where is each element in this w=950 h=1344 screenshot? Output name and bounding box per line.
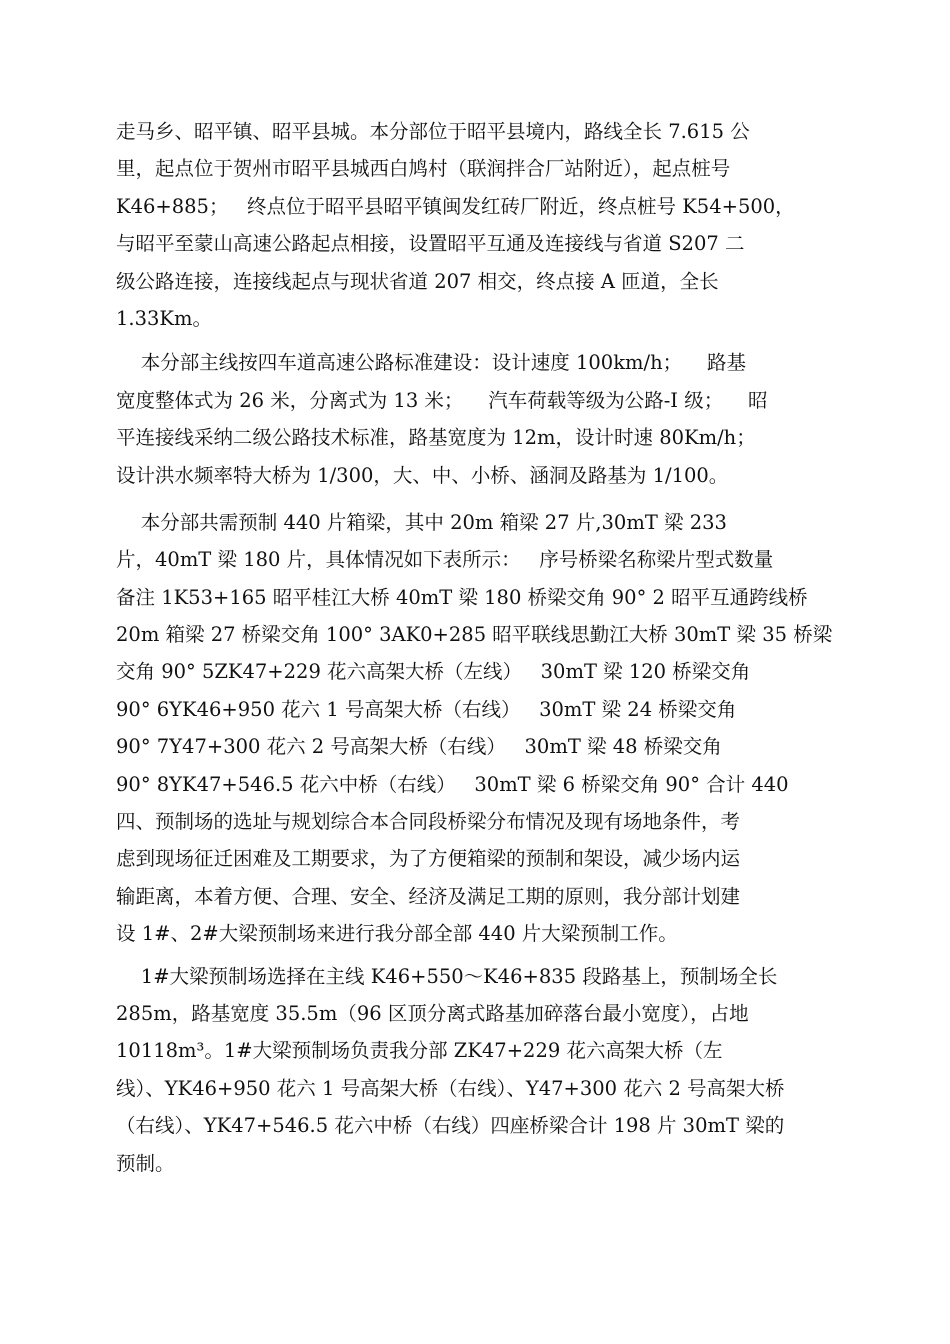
text-line: 四、预制场的选址与规划综合本合同段桥梁分布情况及现有场地条件，考: [116, 810, 741, 834]
text-line: 交角 90° 5ZK47+229 花六高架大桥（左线） 30mT 梁 120 桥梁交角: [116, 660, 751, 684]
text-line: 1.33Km。: [116, 306, 212, 330]
text-line: 与昭平至蒙山高速公路起点相接，设置昭平互通及连接线与省道 S207 二: [116, 232, 745, 256]
text-line: 90° 8YK47+546.5 花六中桥（右线） 30mT 梁 6 桥梁交角 90° 合计 440: [116, 772, 789, 796]
text-line: 20m 箱梁 27 桥梁交角 100° 3AK0+285 昭平联线思勤江大桥 30mT 梁 35 桥梁: [116, 623, 833, 647]
text-line: 本分部共需预制 440 片箱梁，其中 20m 箱梁 27 片,30mT 梁 233: [116, 510, 727, 534]
text-line: 平连接线采纳二级公路技术标准，路基宽度为 12m，设计时速 80Km/h；: [116, 426, 756, 450]
text-line: 里，起点位于贺州市昭平县城西白鸠村（联润拌合厂站附近），起点桩号: [116, 157, 731, 181]
text-line: 线）、YK46+950 花六 1 号高架大桥（右线）、Y47+300 花六 2 号高架大桥: [116, 1076, 785, 1100]
text-line: 宽度整体式为 26 米，分离式为 13 米； 汽车荷载等级为公路-I 级； 昭: [116, 388, 768, 412]
paragraph-precast-yard: [116, 958, 832, 1182]
text-line: 级公路连接，连接线起点与现状省道 207 相交，终点接 A 匝道，全长: [116, 269, 719, 293]
text-line: 走马乡、昭平镇、昭平县城。本分部位于昭平县境内，路线全长 7.615 公: [116, 120, 750, 143]
paragraph-route-overview: [116, 113, 832, 337]
text-line: 设计洪水频率特大桥为 1/300，大、中、小桥、涵洞及路基为 1/100。: [116, 463, 729, 487]
text-line: 设 1#、2#大梁预制场来进行我分部全部 440 片大梁预制工作。: [116, 922, 678, 946]
text-line: 1#大梁预制场选择在主线 K46+550～K46+835 段路基上，预制场全长: [116, 964, 778, 988]
text-line: K46+885； 终点位于昭平县昭平镇闽发红砖厂附近，终点桩号 K54+500，: [116, 194, 795, 218]
paragraph-beam-schedule: [116, 504, 832, 953]
text-line: 本分部主线按四车道高速公路标准建设：设计速度 100km/h； 路基: [116, 351, 746, 375]
text-line: （右线）、YK47+546.5 花六中桥（右线）四座桥梁合计 198 片 30mT 梁的: [116, 1114, 785, 1138]
text-line: 285m，路基宽度 35.5m（96 区顶分离式路基加碎落台最小宽度），占地: [116, 1001, 749, 1025]
text-line: 90° 7Y47+300 花六 2 号高架大桥（右线） 30mT 梁 48 桥梁交角: [116, 735, 722, 759]
text-line: 备注 1K53+165 昭平桂江大桥 40mT 梁 180 桥梁交角 90° 2 昭平互通跨线桥: [116, 585, 808, 609]
text-line: 预制。: [116, 1151, 175, 1175]
text-line: 输距离，本着方便、合理、安全、经济及满足工期的原则，我分部计划建: [116, 884, 741, 908]
text-line: 片，40mT 梁 180 片，具体情况如下表所示： 序号桥梁名称梁片型式数量: [116, 548, 774, 572]
text-line: 虑到现场征迁困难及工期要求，为了方便箱梁的预制和架设，减少场内运: [116, 847, 741, 871]
document-body: [116, 113, 832, 1182]
text-line: 90° 6YK46+950 花六 1 号高架大桥（右线） 30mT 梁 24 桥梁交角: [116, 697, 737, 721]
paragraph-design-standards: [116, 344, 832, 494]
text-line: 10118m³。1#大梁预制场负责我分部 ZK47+229 花六高架大桥（左: [116, 1039, 723, 1063]
